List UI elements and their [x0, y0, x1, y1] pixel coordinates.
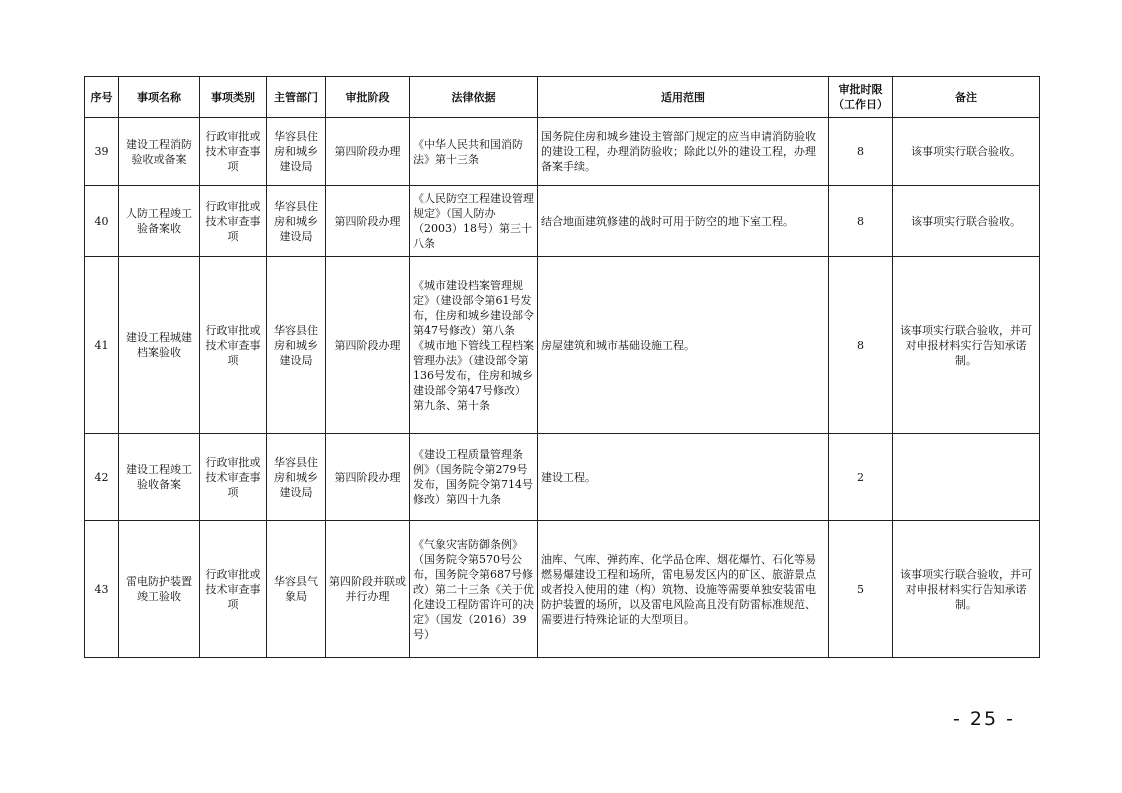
header-basis: 法律依据	[410, 77, 538, 118]
cell-days: 5	[829, 521, 893, 658]
table-row	[85, 521, 1040, 658]
header-category: 事项类别	[200, 77, 267, 118]
cell-no: 39	[85, 118, 119, 186]
cell-scope: 油库、气库、弹药库、化学品仓库、烟花爆竹、石化等易燃易爆建设工程和场所，雷电易发区内的矿区、旅游景点或者投入使用的建（构）筑物、设施等需要单独安装雷电防护装置的场所，以及雷电风险高且没有防雷标准规范、需要进行特殊论证的大型项目。	[538, 521, 829, 658]
cell-days: 8	[829, 257, 893, 434]
header-days: 审批时限（工作日）	[829, 77, 893, 118]
cell-name: 建设工程竣工验收备案	[119, 434, 200, 521]
cell-days: 8	[829, 186, 893, 257]
cell-name: 雷电防护装置竣工验收	[119, 521, 200, 658]
table-row	[85, 186, 1040, 257]
cell-basis: 《气象灾害防御条例》（国务院令第570号公布，国务院令第687号修改）第二十三条《关于优化建设工程防雷许可的决定》（国发（2016）39号）	[410, 521, 538, 658]
table-header-row	[85, 77, 1040, 118]
cell-remark: 该事项实行联合验收，并可对申报材料实行告知承诺制。	[893, 257, 1040, 434]
header-remark: 备注	[893, 77, 1040, 118]
cell-category: 行政审批或技术审查事项	[200, 521, 267, 658]
cell-category: 行政审批或技术审查事项	[200, 118, 267, 186]
table-row	[85, 257, 1040, 434]
cell-dept: 华容县住房和城乡建设局	[267, 257, 326, 434]
cell-no: 40	[85, 186, 119, 257]
cell-dept: 华容县气象局	[267, 521, 326, 658]
cell-category: 行政审批或技术审查事项	[200, 186, 267, 257]
cell-dept: 华容县住房和城乡建设局	[267, 186, 326, 257]
cell-scope: 国务院住房和城乡建设主管部门规定的应当申请消防验收的建设工程，办理消防验收；除此以外的建设工程，办理备案手续。	[538, 118, 829, 186]
header-name: 事项名称	[119, 77, 200, 118]
cell-basis: 《人民防空工程建设管理规定》（国人防办（2003）18号）第三十八条	[410, 186, 538, 257]
table-row	[85, 434, 1040, 521]
cell-dept: 华容县住房和城乡建设局	[267, 118, 326, 186]
cell-no: 41	[85, 257, 119, 434]
cell-basis: 《城市建设档案管理规定》（建设部令第61号发布，住房和城乡建设部令第47号修改）第八条《城市地下管线工程档案管理办法》（建设部令第136号发布，住房和城乡建设部令第47号修改）第九条、第十条	[410, 257, 538, 434]
cell-dept: 华容县住房和城乡建设局	[267, 434, 326, 521]
cell-stage: 第四阶段办理	[326, 186, 410, 257]
cell-scope: 建设工程。	[538, 434, 829, 521]
cell-no: 43	[85, 521, 119, 658]
header-dept: 主管部门	[267, 77, 326, 118]
cell-days: 2	[829, 434, 893, 521]
cell-name: 人防工程竣工验备案收	[119, 186, 200, 257]
cell-remark: 该事项实行联合验收，并可对申报材料实行告知承诺制。	[893, 521, 1040, 658]
cell-scope: 结合地面建筑修建的战时可用于防空的地下室工程。	[538, 186, 829, 257]
cell-category: 行政审批或技术审查事项	[200, 257, 267, 434]
cell-name: 建设工程城建档案验收	[119, 257, 200, 434]
cell-stage: 第四阶段办理	[326, 434, 410, 521]
cell-name: 建设工程消防验收或备案	[119, 118, 200, 186]
cell-no: 42	[85, 434, 119, 521]
cell-remark: 该事项实行联合验收。	[893, 186, 1040, 257]
header-scope: 适用范围	[538, 77, 829, 118]
cell-remark: 该事项实行联合验收。	[893, 118, 1040, 186]
cell-stage: 第四阶段并联或并行办理	[326, 521, 410, 658]
header-no: 序号	[85, 77, 119, 118]
cell-stage: 第四阶段办理	[326, 257, 410, 434]
cell-category: 行政审批或技术审查事项	[200, 434, 267, 521]
cell-days: 8	[829, 118, 893, 186]
page-number: - 25 -	[953, 708, 1015, 730]
cell-scope: 房屋建筑和城市基础设施工程。	[538, 257, 829, 434]
approval-items-table	[84, 76, 1040, 658]
cell-basis: 《中华人民共和国消防法》第十三条	[410, 118, 538, 186]
header-stage: 审批阶段	[326, 77, 410, 118]
cell-stage: 第四阶段办理	[326, 118, 410, 186]
table-row	[85, 118, 1040, 186]
cell-remark	[893, 434, 1040, 521]
cell-basis: 《建设工程质量管理条例》（国务院令第279号发布，国务院令第714号修改）第四十九条	[410, 434, 538, 521]
